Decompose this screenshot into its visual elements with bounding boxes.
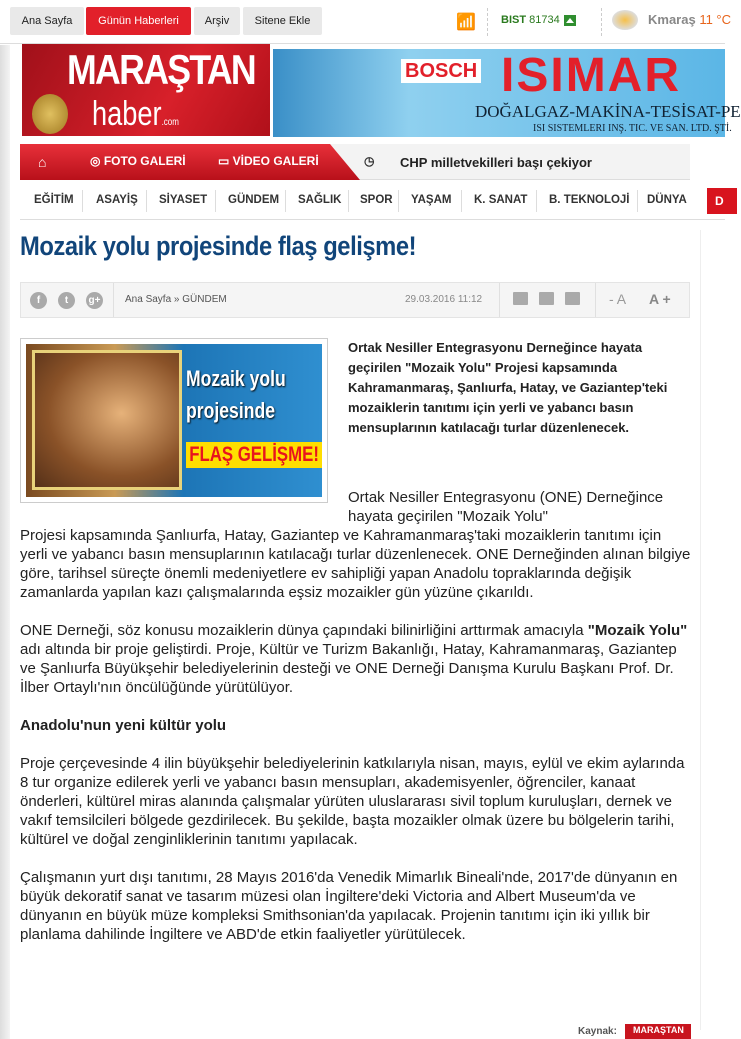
clock-icon: ◷	[364, 154, 375, 168]
category-saglik[interactable]: SAĞLIK	[298, 194, 342, 206]
image-caption-1: Mozaik yolu	[186, 366, 286, 391]
home-icon[interactable]: ⌂	[38, 154, 47, 170]
category-spor[interactable]: SPOR	[360, 194, 393, 206]
logo-domain: .com	[161, 117, 179, 128]
page-edge	[0, 45, 10, 1039]
logo-text: MARAŞTAN	[67, 46, 256, 93]
ad-brand: BOSCH	[401, 59, 481, 83]
image-caption-3: FLAŞ GELİŞME!	[186, 442, 322, 468]
category-egitim[interactable]: EĞİTİM	[34, 194, 74, 206]
paragraph-4: Çalışmanın yurt dışı tanıtımı, 28 Mayıs 2016'da Venedik Mimarlık Bineali'nde, 2017'de dünyanın en büyük dekoratif sanat ve tasarım müzesi olan İngiltere'deki Victoria and Albert Museum'da ve dünyanın en büyük müze kompleksi Smithsonian'da yapılacak. Projenin tanıtımı için iki yıllık bir planlama dahilinde İngiltere ve ABD'de etkin faaliyetler yürütülecek.	[20, 869, 678, 943]
article-subheading: Anadolu'nun yeni kültür yolu	[20, 717, 227, 734]
divider	[487, 8, 488, 36]
divider	[461, 190, 462, 212]
tab-gunun-haberleri[interactable]: Günün Haberleri	[86, 7, 191, 35]
arrow-up-icon	[564, 15, 576, 26]
weather-city: Kmaraş	[648, 12, 696, 27]
divider	[82, 190, 83, 212]
divider	[398, 190, 399, 212]
ad-line2: ISI SISTEMLERI INŞ. TIC. VE SAN. LTD. ŞTİ.	[533, 123, 732, 134]
tab-ana-sayfa[interactable]: Ana Sayfa	[10, 7, 84, 35]
article-meta-bar	[20, 282, 690, 318]
category-dunya[interactable]: DÜNYA	[647, 194, 687, 206]
image-caption-2: projesinde	[186, 398, 275, 423]
divider	[499, 283, 500, 317]
print-icon[interactable]	[565, 292, 580, 305]
divider	[637, 190, 638, 212]
article-image	[20, 338, 328, 503]
nav-video-galeri[interactable]: ▭ VİDEO GALERİ	[218, 154, 319, 168]
chart-icon[interactable]: 📶	[456, 14, 476, 31]
font-increase-button[interactable]: A +	[649, 291, 671, 307]
medal-icon	[32, 94, 68, 134]
top-bar	[0, 0, 732, 44]
paragraph-2	[20, 621, 692, 697]
paragraph-2b: adı altında bir proje geliştirdi. Proje, Kültür ve Turizm Bakanlığı, Hatay, Kahramanmaraş, Gaziantep ve Şanlıurfa Büyükşehir belediyelerinin desteği ve ONE Derneği Danışma Kurulu Başkanı Prof. Dr. İlber Ortaylı'nın öncülüğünde yürütülüyor.	[20, 641, 677, 696]
category-yasam[interactable]: YAŞAM	[411, 194, 452, 206]
main-nav	[20, 144, 690, 180]
twitter-icon[interactable]: t	[58, 292, 75, 309]
weather-icon	[612, 10, 638, 30]
divider	[285, 190, 286, 212]
comment-icon[interactable]	[513, 292, 528, 305]
category-k-sanat[interactable]: K. SANAT	[474, 194, 528, 206]
paragraph-2a: ONE Derneği, söz konusu mozaiklerin dünya çapındaki bilinirliğini arttırmak amacıyla	[20, 622, 588, 639]
ad-banner[interactable]	[273, 49, 741, 137]
paragraph-2-bold: "Mozaik Yolu"	[587, 622, 688, 639]
paragraph-1a: Ortak Nesiller Entegrasyonu (ONE) Derneğince hayata geçirilen "Mozaik Yolu"	[348, 489, 664, 525]
nav-foto-galeri[interactable]: ◎ FOTO GALERİ	[90, 154, 186, 168]
video-label: VİDEO GALERİ	[232, 154, 319, 168]
divider	[536, 190, 537, 212]
facebook-icon[interactable]: f	[30, 292, 47, 309]
article-date: 29.03.2016 11:12	[405, 294, 483, 305]
divider	[595, 283, 596, 317]
divider	[348, 190, 349, 212]
ad-line1: DOĞALGAZ-MAKİNA-TESİSAT-PE	[475, 102, 741, 121]
tab-sitene-ekle[interactable]: Sitene Ekle	[243, 7, 322, 35]
category-asayis[interactable]: ASAYİŞ	[96, 194, 138, 206]
article-body	[20, 488, 692, 963]
category-more[interactable]: D	[707, 188, 737, 214]
mosaic-image	[32, 350, 182, 490]
paragraph-1b: Projesi kapsamında Şanlıurfa, Hatay, Gaziantep ve Kahramanmaraş'taki mozaiklerin tanıtımı için yerli ve yabancı basın mensuplarının katılacağı turlar düzenlenecek. ONE Derneğinden alınan bilgiye göre, tarihsel süreçte önemli medeniyetlere ev sahipliği yapan Anadolu topraklarında değişik zamanlarda yapılan kazı çalışmalarında eşsiz mozaikler gün yüzüne çıkarıldı.	[20, 527, 691, 601]
source-label: Kaynak:	[578, 1026, 617, 1037]
logo-sub	[92, 96, 179, 141]
paragraph-3: Proje çerçevesinde 4 ilin büyükşehir belediyelerinin katkılarıyla nisan, mayıs, eylül ve ekim aylarında 8 tur organize edilerek yerli ve yabancı basın mensupları, akademisyenler, öğrenciler, kanaat önderleri, kültürel miras alanında çalışmalar yürüten uluslararası sivil toplum kuruluşları, dernek ve vakıf temsilcileri bölgede gezdirilecek. Bu şekilde, başta mozaikler olmak üzere bu bölgelerin tarihi, kültürel ve doğal zenginliklerinin tanıtımı yapılacak.	[20, 755, 685, 848]
category-nav	[20, 182, 725, 220]
weather	[648, 12, 731, 27]
logo-sub-text: haber	[92, 95, 162, 133]
bist-ticker[interactable]	[501, 14, 576, 26]
ad-name: ISIMAR	[501, 49, 681, 102]
weather-temp: 11 °C	[699, 12, 732, 27]
bist-label: BIST	[501, 14, 527, 26]
site-logo[interactable]	[22, 44, 270, 136]
divider	[146, 190, 147, 212]
category-b-teknoloji[interactable]: B. TEKNOLOJİ	[549, 194, 630, 206]
article-lead: Ortak Nesiller Entegrasyonu Derneğince hayata geçirilen "Mozaik Yolu" Projesi kapsamında Kahramanmaraş, Şanlıurfa, Hatay, ve Gaziantep'teki mozaiklerin tanıtımı için yerli ve yabancı basın mensuplarının katılacağı turlar düzenlenecek.	[348, 340, 668, 435]
tab-arsiv[interactable]: Arşiv	[194, 7, 240, 35]
font-decrease-button[interactable]: - A	[609, 291, 627, 307]
divider	[601, 8, 602, 36]
divider	[113, 283, 114, 317]
news-ticker[interactable]: CHP milletvekilleri başı çekiyor	[400, 155, 592, 170]
foto-label: FOTO GALERİ	[103, 154, 186, 168]
source-logo[interactable]: MARAŞTAN	[625, 1024, 691, 1039]
right-sidebar	[700, 230, 725, 1030]
bist-value: 81734	[529, 14, 560, 26]
divider	[215, 190, 216, 212]
article-title: Mozaik yolu projesinde flaş gelişme!	[20, 231, 417, 261]
category-siyaset[interactable]: SİYASET	[159, 194, 208, 206]
google-plus-icon[interactable]: g+	[86, 292, 103, 309]
mail-icon[interactable]	[539, 292, 554, 305]
breadcrumb[interactable]: Ana Sayfa » GÜNDEM	[125, 294, 227, 305]
category-gundem[interactable]: GÜNDEM	[228, 194, 280, 206]
